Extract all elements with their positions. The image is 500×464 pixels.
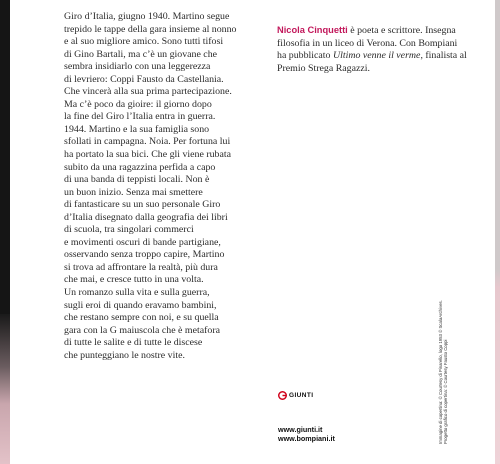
synopsis-line: che mai, e cresce tutto in una volta.	[64, 274, 204, 286]
synopsis-line: d’Italia disegnato dalla geografia dei libri	[64, 211, 228, 223]
synopsis-line: Giro d’Italia, giugno 1940. Martino segue	[64, 11, 230, 22]
author-name: Nicola Cinquetti	[277, 25, 348, 35]
synopsis-line: trepido le tappe della gara insieme al nonno	[64, 23, 237, 35]
giunti-url[interactable]: www.giunti.it	[278, 425, 323, 434]
synopsis-line: ha portato la sua bici. Che gli viene rubata	[64, 149, 231, 161]
publisher-logo	[278, 391, 313, 400]
giunti-logo-icon	[278, 391, 287, 400]
synopsis-line: e al suo migliore amico. Sono tutti tifosi	[64, 36, 224, 48]
synopsis-line: si trova ad affrontare la realtà, più dura	[64, 261, 218, 273]
author-bio	[277, 24, 467, 75]
publisher-logo-text: GIUNTI	[289, 392, 314, 399]
synopsis-line: la fine del Giro l’Italia entra in guerra.	[64, 111, 216, 123]
synopsis-line: Ma c’è poco da gioire: il giorno dopo	[64, 98, 212, 110]
credits-line-1: Immagine di copertina: © Courtesy di Pinarello, logo 1953 © ScalaArchives.	[438, 300, 443, 444]
synopsis-line: osservando senza troppo capire, Martino	[64, 249, 225, 261]
synopsis-line: Un romanzo sulla vita e sulla guerra,	[64, 287, 210, 299]
synopsis-line: sugli eroi di quando eravamo bambini,	[64, 299, 217, 311]
credits-line-2: Progetto grafico di copertina: © Courtesy Fausto Coppi	[443, 339, 449, 444]
synopsis-line: di levriero: Coppi Fausto da Castellania.	[64, 73, 224, 85]
synopsis-line: sfollati in campagna. Noia. Per fortuna lui	[64, 136, 231, 148]
synopsis-line: 1944. Martino e la sua famiglia sono	[64, 123, 210, 135]
bio-text-1: è poeta e scrittore. Insegna filosofia in un liceo di Verona. Con Bompiani ha pubblicato	[277, 25, 458, 62]
bio-text-2: , finalista al Premio Strega Ragazzi.	[277, 50, 467, 74]
synopsis-line: che restano sempre con noi, e su quella	[64, 312, 219, 324]
book-synopsis	[64, 11, 264, 362]
cover-credits	[438, 294, 458, 444]
synopsis-line: sembra insidiarlo con una leggerezza	[64, 61, 211, 73]
synopsis-line: di una banda di teppisti locali. Non è	[64, 174, 210, 186]
synopsis-line: di scuola, tra singolari commerci	[64, 224, 194, 236]
synopsis-line: di tutte le salite e di tutte le discese	[64, 337, 203, 349]
synopsis-line: un buon inizio. Senza mai smettere	[64, 186, 203, 198]
bompiani-url[interactable]: www.bompiani.it	[278, 434, 335, 443]
synopsis-line: di Gino Bartali, ma c’è un giovane che	[64, 48, 218, 60]
synopsis-line: di fantasticare su un suo personale Giro	[64, 199, 221, 211]
book-title: Ultimo venne il verme	[332, 50, 421, 62]
synopsis-line: gara con la G maiuscola che è metafora	[64, 324, 220, 336]
spine-edge	[495, 0, 500, 464]
synopsis-line: subito da una ragazzina perfida a capo	[64, 161, 216, 173]
publisher-urls	[278, 425, 335, 443]
synopsis-line: e movimenti oscuri di bande partigiane,	[64, 236, 221, 248]
synopsis-line: Che vincerà alla sua prima partecipazione.	[64, 86, 232, 98]
cover-image-edge-fade	[0, 314, 10, 464]
synopsis-line: che punteggiano le nostre vite.	[64, 349, 185, 361]
